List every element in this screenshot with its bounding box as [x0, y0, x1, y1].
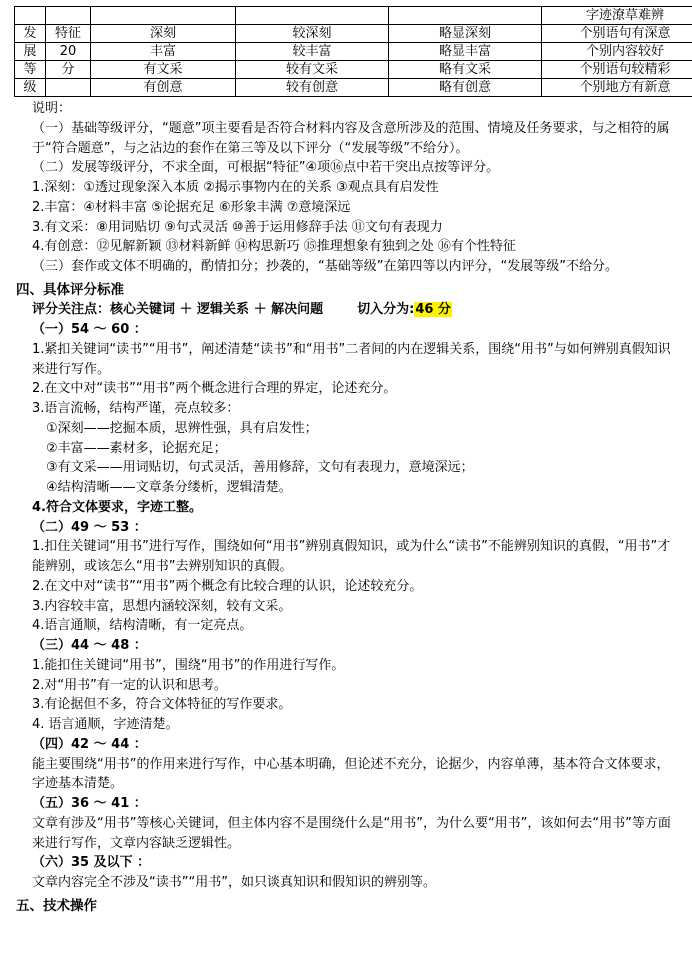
feature-label: 特征 — [46, 25, 91, 43]
cell-level1: 丰富 — [91, 43, 236, 61]
cell-level3: 略显深刻 — [389, 25, 542, 43]
criteria-line: ②丰富——素材多，论据充足； — [46, 440, 227, 456]
criteria-line: ④结构清晰——文章条分缕析，逻辑清楚。 — [46, 480, 292, 496]
header-cell-blank-4 — [236, 7, 389, 25]
criteria-line: 文章有涉及“用书”等核心关键词，但主体内容不是围绕什么是“用书”，为什么要“用书”，该如何去“用书”等方面来进行写作，文章内容缺乏逻辑性。 — [32, 815, 671, 851]
header-cell-blank-5 — [389, 7, 542, 25]
score-range-5: （五）36 ～ 41 ： — [32, 796, 147, 812]
scoring-focus-label: 评分关注点：核心关键词 ＋ 逻辑关系 ＋ 解决问题 — [32, 302, 324, 318]
score-range-3: （三）44 ～ 48 ： — [32, 638, 147, 654]
criteria-line: 2.在文中对“读书”“用书”两个概念进行合理的界定，论述充分。 — [32, 381, 397, 397]
criteria-line: 2.在文中对“读书”“用书”两个概念有比较合理的认识，论述较充分。 — [32, 578, 423, 594]
table-row — [15, 61, 692, 79]
section-5-title: 五、技术操作 — [16, 897, 97, 914]
criteria-line: 1.扣住关键词“用书”进行写作，围绕如何“用书”辨别真假知识，或为什么“读书”不能辨别知识的真假，“用书”才能辨别，或该怎么“用书”去辨别知识的真假。 — [32, 539, 671, 575]
section-4-title: 四、具体评分标准 — [16, 281, 124, 298]
table-row — [15, 43, 692, 61]
row-label-char-2: 展 — [15, 43, 46, 61]
cell-level3: 略显丰富 — [389, 43, 542, 61]
notes-item-1: （一）基础等级评分，“题意”项主要看是否符合材料内容及含意所涉及的范围、情境及任务要求，与之相符的属于“符合题意”，与之沾边的套作在第三等及以下评分（“发展等级”不给分）。 — [32, 120, 670, 156]
cell-level4: 个别语句有深意 — [542, 25, 692, 43]
notes-last: （三）套作或文体不明确的，酌情扣分；抄袭的，“基础等级”在第四等以内评分，“发展等级”不给分。 — [32, 259, 618, 274]
notes-item-2: （二）发展等级评分，不求全面，可根据“特征”④项⑯点中若干突出点按等评分。 — [32, 160, 500, 176]
header-cell-blank-2 — [46, 7, 91, 25]
criteria-line: 1.紧扣关键词“读书”“用书”，阐述清楚“读书”和“用书”二者间的内在逻辑关系，围绕“用书”与如何辨别真假知识来进行写作。 — [32, 341, 671, 377]
cell-level3: 略有创意 — [389, 79, 542, 97]
criteria-line: 4.符合文体要求，字迹工整。 — [32, 499, 202, 515]
header-cell-illegible: 字迹潦草难辨 — [542, 7, 692, 25]
scoring-focus-row — [14, 300, 678, 320]
table-row — [15, 25, 692, 43]
criteria-line: 能主要围绕“用书”的作用来进行写作，中心基本明确，但论述不充分，论据少，内容单薄，基本符合文体要求，字迹基本清楚。 — [32, 756, 670, 792]
criteria-line: 3.语言流畅，结构严谨，亮点较多： — [32, 401, 240, 417]
notes-line-4: 4.有创意：⑫见解新颖 ⑬材料新鲜 ⑭构思新巧 ⑮推理想象有独到之处 ⑯有个性特征 — [32, 239, 516, 255]
feature-unit: 分 — [46, 61, 91, 79]
scoring-rubric-table — [14, 6, 692, 97]
criteria-line: 3.有论据但不多，符合文体特征的写作要求。 — [32, 697, 292, 713]
criteria-line: 4. 语言通顺，字迹清楚。 — [32, 717, 179, 733]
header-cell-blank-3 — [91, 7, 236, 25]
score-range-1: （一）54 ～ 60 ： — [32, 322, 147, 338]
score-range-2: （二）49 ～ 53 ： — [32, 519, 147, 535]
header-cell-blank-1 — [15, 7, 46, 25]
table-row — [15, 79, 692, 97]
cell-level4: 个别语句较精彩 — [542, 61, 692, 79]
cell-level4: 个别内容较好 — [542, 43, 692, 61]
cell-level2: 较有文采 — [236, 61, 389, 79]
cut-score-label: 切入分为: — [357, 302, 415, 318]
score-range-4: （四）42 ～ 44 ： — [32, 736, 147, 752]
row-label-char-4: 级 — [15, 79, 46, 97]
cell-level3: 略有文采 — [389, 61, 542, 79]
criteria-line: 4.语言通顺，结构清晰，有一定亮点。 — [32, 618, 253, 634]
notes-line-1: 1.深刻：①透过现象深入本质 ②揭示事物内在的关系 ③观点具有启发性 — [32, 180, 439, 195]
criteria-line: 1.能扣住关键词“用书”，围绕“用书”的作用进行写作。 — [32, 657, 345, 673]
cell-level1: 深刻 — [91, 25, 236, 43]
feature-blank — [46, 79, 91, 97]
notes-line-3: 3.有文采：⑧用词贴切 ⑨句式灵活 ⑩善于运用修辞手法 ⑪文句有表现力 — [32, 219, 443, 235]
row-label-char-1: 发 — [15, 25, 46, 43]
criteria-line: 3.内容较丰富，思想内涵较深刻，较有文采。 — [32, 598, 292, 614]
cut-score-value: 46 分 — [415, 302, 451, 318]
criteria-line: 2.对“用书”有一定的认识和思考。 — [32, 677, 227, 693]
cell-level2: 较丰富 — [236, 43, 389, 61]
criteria-line: ③有文采——用词贴切，句式灵活，善用修辞，文句有表现力，意境深远； — [46, 460, 474, 476]
cell-level4: 个别地方有新意 — [542, 79, 692, 97]
cell-level2: 较深刻 — [236, 25, 389, 43]
table-header-row — [15, 7, 692, 25]
criteria-line: ①深刻——挖掘本质，思辨性强，具有启发性； — [46, 420, 318, 436]
cell-level1: 有文采 — [91, 61, 236, 79]
feature-score: 20 — [46, 43, 91, 61]
score-range-6: （六）35 及以下 ： — [32, 855, 151, 871]
criteria-line: 文章内容完全不涉及“读书”“用书”，如只谈真知识和假知识的辨别等。 — [32, 875, 436, 891]
notes-line-2: 2.丰富：④材料丰富 ⑤论据充足 ⑥形象丰满 ⑦意境深远 — [32, 199, 351, 215]
notes-title: 说明： — [32, 101, 72, 116]
row-label-char-3: 等 — [15, 61, 46, 79]
cell-level1: 有创意 — [91, 79, 236, 97]
cell-level2: 较有创意 — [236, 79, 389, 97]
